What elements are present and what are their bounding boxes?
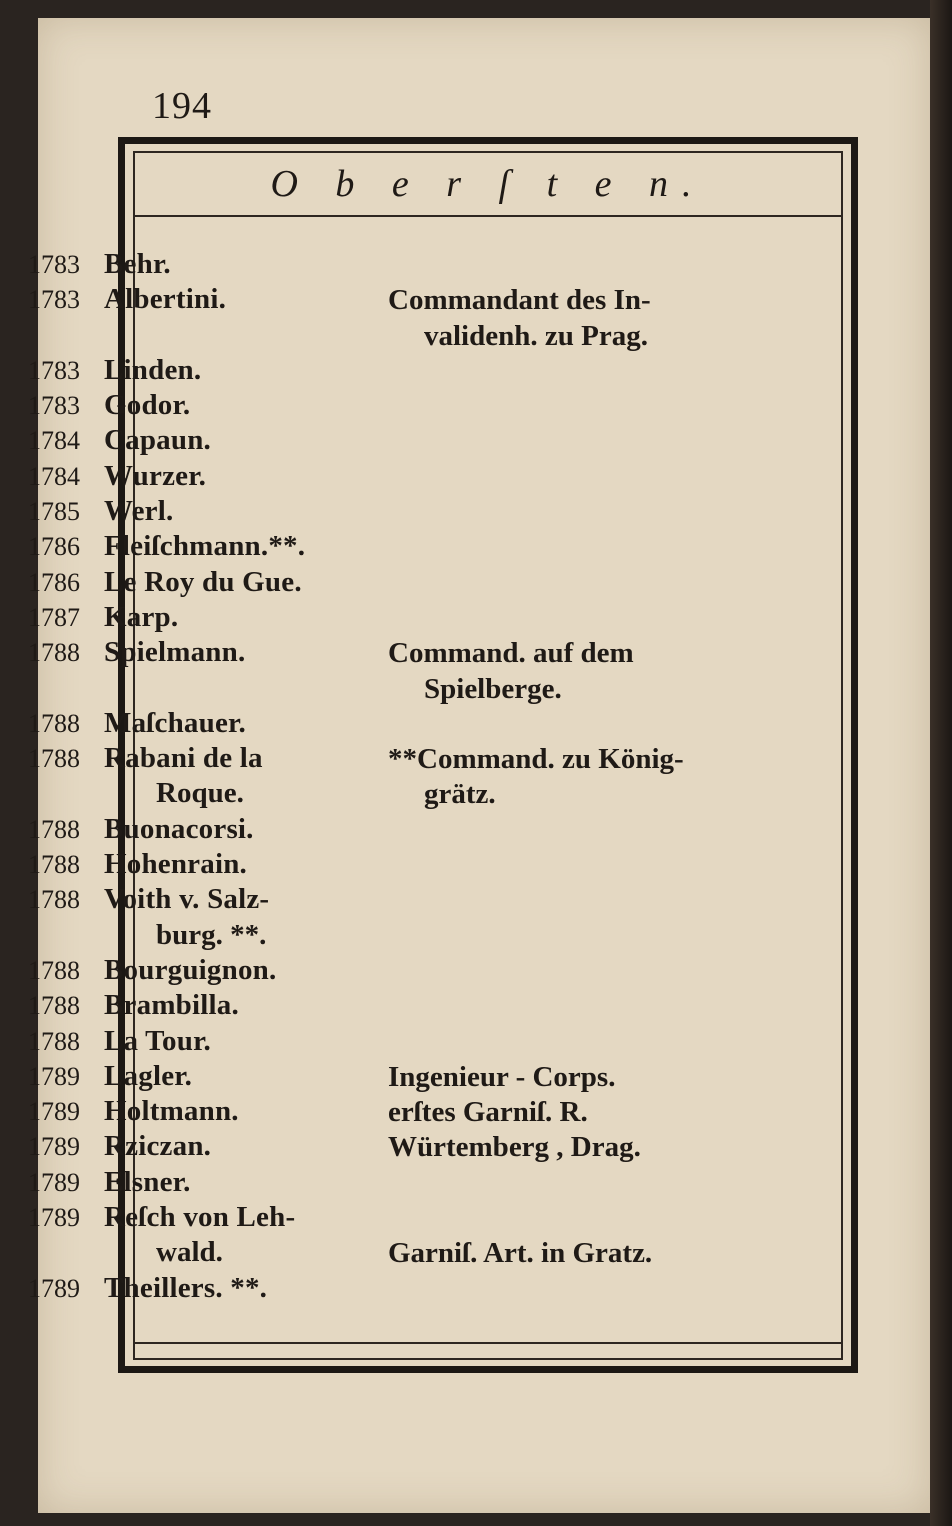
entry-note-column <box>388 1060 716 1095</box>
officer-entry <box>28 389 728 424</box>
entry-name: Rziczan. <box>104 1130 212 1163</box>
entry-year: 1788 <box>28 850 80 880</box>
entry-year: 1788 <box>28 955 80 985</box>
entry-line <box>28 1095 358 1130</box>
entry-line <box>28 1272 358 1307</box>
entry-name: Karp. <box>104 600 179 633</box>
entry-year: 1786 <box>28 567 80 597</box>
entry-name-column <box>28 283 358 318</box>
entry-name-continued: burg. **. <box>156 918 267 951</box>
entry-line <box>28 1025 358 1060</box>
entry-note-line: **Command. zu König- <box>388 743 684 776</box>
entry-note-line: grätz. <box>424 778 496 811</box>
officer-list <box>28 248 728 1307</box>
entry-year: 1784 <box>28 426 80 456</box>
officer-entry <box>28 424 728 459</box>
entry-name: Werl. <box>104 495 174 528</box>
entry-name-column <box>28 460 358 495</box>
entry-year: 1783 <box>28 391 80 421</box>
entry-name: Elsner. <box>104 1165 191 1198</box>
officer-entry <box>28 707 728 742</box>
entry-note-column <box>388 1201 716 1272</box>
entry-note-line: Ingenieur - Corps. <box>388 1060 616 1093</box>
entry-name-column <box>28 1025 358 1060</box>
officer-entry <box>28 636 728 707</box>
entry-note-line: erſtes Garniſ. R. <box>388 1096 588 1129</box>
entry-year: 1789 <box>28 1167 80 1197</box>
entry-year: 1789 <box>28 1203 80 1233</box>
entry-name-continued: wald. <box>156 1236 223 1269</box>
entry-line-continued <box>28 1236 358 1271</box>
entry-name: La Tour. <box>104 1024 211 1057</box>
entry-name: Rabani de la <box>104 742 263 775</box>
page-number: 194 <box>152 85 212 127</box>
entry-year: 1788 <box>28 708 80 738</box>
officer-entry <box>28 813 728 848</box>
entry-year: 1783 <box>28 250 80 279</box>
entry-name-column <box>28 883 358 954</box>
entry-year: 1788 <box>28 991 80 1021</box>
officer-entry <box>28 1060 728 1095</box>
entry-name-column <box>28 1166 358 1201</box>
section-heading: O b e r ſ t e n. <box>135 153 841 217</box>
entry-name: Hohenrain. <box>104 848 247 881</box>
entry-year: 1789 <box>28 1132 80 1162</box>
entry-line <box>28 530 358 565</box>
entry-name-column <box>28 495 358 530</box>
entry-line-continued <box>28 777 358 812</box>
entry-year: 1788 <box>28 638 80 668</box>
entry-name-column <box>28 601 358 636</box>
entry-line <box>28 354 358 389</box>
entry-note-line: Command. auf dem <box>388 637 634 670</box>
entry-year: 1787 <box>28 602 80 632</box>
entry-name: Wurzer. <box>104 459 207 492</box>
entry-line <box>28 1166 358 1201</box>
officer-entry <box>28 1166 728 1201</box>
book-spine <box>930 0 952 1526</box>
entry-name-column <box>28 848 358 883</box>
entry-year: 1789 <box>28 1061 80 1091</box>
entry-line <box>28 248 358 283</box>
entry-line <box>28 283 358 318</box>
entry-line <box>28 813 358 848</box>
entry-name-column <box>28 954 358 989</box>
entry-year: 1783 <box>28 355 80 385</box>
entry-line <box>28 989 358 1024</box>
entry-note-spacer <box>388 1201 716 1236</box>
entry-note-column <box>388 742 716 813</box>
officer-entry <box>28 1130 728 1165</box>
entry-year: 1789 <box>28 1273 80 1303</box>
entry-name-column <box>28 530 358 565</box>
entry-name: Brambilla. <box>104 989 239 1022</box>
entry-line <box>28 460 358 495</box>
entry-year: 1788 <box>28 744 80 774</box>
entry-name: Linden. <box>104 353 202 386</box>
entry-year: 1788 <box>28 885 80 915</box>
entry-name: Voith v. Salz- <box>104 883 270 916</box>
entry-note-column <box>388 636 716 707</box>
entry-line <box>28 742 358 777</box>
officer-entry <box>28 989 728 1024</box>
entry-note-column <box>388 283 716 354</box>
entry-name-column <box>28 424 358 459</box>
entry-name: Spielmann. <box>104 636 246 669</box>
officer-entry <box>28 1095 728 1130</box>
entry-line <box>28 707 358 742</box>
entry-name: Reſch von Leh- <box>104 1201 296 1234</box>
entry-name: Albertini. <box>104 283 227 316</box>
entry-name-continued: Roque. <box>156 777 244 810</box>
officer-entry <box>28 883 728 954</box>
officer-entry <box>28 460 728 495</box>
entry-name-column <box>28 1060 358 1095</box>
entry-name: Capaun. <box>104 424 211 457</box>
entry-year: 1784 <box>28 461 80 491</box>
entry-name-column <box>28 354 358 389</box>
entry-year: 1786 <box>28 532 80 562</box>
entry-name: Lagler. <box>104 1059 193 1092</box>
entry-name-column <box>28 742 358 813</box>
entry-name: Le Roy du Gue. <box>104 565 302 598</box>
entry-name-column <box>28 1095 358 1130</box>
entry-name: Fleiſchmann.**. <box>104 530 306 563</box>
entry-name: Buonacorsi. <box>104 812 254 845</box>
entry-line-continued <box>28 919 358 954</box>
entry-name: Godor. <box>104 389 191 422</box>
officer-entry <box>28 495 728 530</box>
entry-line <box>28 954 358 989</box>
entry-note-line: validenh. zu Prag. <box>424 319 648 352</box>
entry-name: Maſchauer. <box>104 706 246 739</box>
entry-line <box>28 1201 358 1236</box>
officer-entry <box>28 566 728 601</box>
entry-line <box>28 636 358 671</box>
entry-name-column <box>28 813 358 848</box>
entry-note-line: Commandant des In- <box>388 284 651 317</box>
entry-line <box>28 883 358 918</box>
entry-name-column <box>28 1272 358 1307</box>
entry-name-column <box>28 989 358 1024</box>
officer-entry <box>28 354 728 389</box>
entry-line <box>28 848 358 883</box>
entry-note-column <box>388 1095 716 1130</box>
entry-name: Theillers. **. <box>104 1271 268 1304</box>
entry-name-column <box>28 1130 358 1165</box>
bottom-rule <box>135 1342 841 1344</box>
entry-line <box>28 566 358 601</box>
officer-entry <box>28 954 728 989</box>
entry-year: 1783 <box>28 285 80 315</box>
entry-name-column <box>28 707 358 742</box>
entry-name: Holtmann. <box>104 1095 239 1128</box>
officer-entry <box>28 848 728 883</box>
officer-entry <box>28 248 728 283</box>
entry-name: Bourguignon. <box>104 953 277 986</box>
entry-note-line: Würtemberg , Drag. <box>388 1131 641 1164</box>
entry-line <box>28 495 358 530</box>
entry-note-line: Spielberge. <box>424 672 562 705</box>
officer-entry <box>28 283 728 354</box>
entry-line <box>28 389 358 424</box>
entry-name: Behr. <box>104 248 171 280</box>
entry-line <box>28 1060 358 1095</box>
officer-entry <box>28 1025 728 1060</box>
entry-name-column <box>28 636 358 671</box>
entry-name-column <box>28 248 358 283</box>
entry-name-column <box>28 566 358 601</box>
entry-line <box>28 601 358 636</box>
entry-year: 1788 <box>28 1026 80 1056</box>
entry-note-column <box>388 1130 716 1165</box>
entry-year: 1788 <box>28 814 80 844</box>
entry-year: 1789 <box>28 1097 80 1127</box>
entry-name-column <box>28 1201 358 1272</box>
entry-year: 1785 <box>28 497 80 527</box>
officer-entry <box>28 530 728 565</box>
officer-entry <box>28 1272 728 1307</box>
entry-line <box>28 1130 358 1165</box>
entry-note-line: Garniſ. Art. in Gratz. <box>388 1237 653 1270</box>
officer-entry <box>28 601 728 636</box>
entry-line <box>28 424 358 459</box>
officer-entry <box>28 742 728 813</box>
officer-entry <box>28 1201 728 1272</box>
entry-name-column <box>28 389 358 424</box>
